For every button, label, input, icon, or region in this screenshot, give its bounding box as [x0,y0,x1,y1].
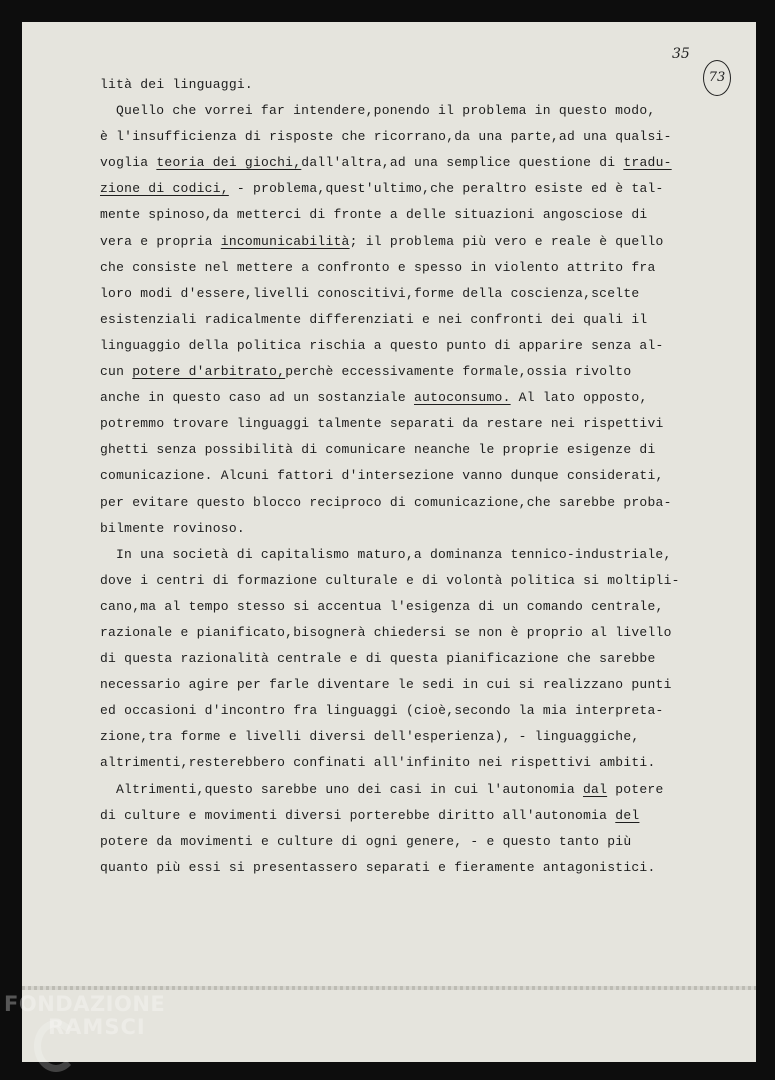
text-run: bilmente rovinoso. [100,520,245,536]
text-run: loro modi d'essere,livelli conoscitivi,forme della coscienza,scelte [100,285,640,301]
text-run: ed occasioni d'incontro fra linguaggi (cioè,secondo la mia interpreta- [100,703,664,719]
text-line [100,516,660,542]
typewritten-body [100,72,680,881]
text-line [100,594,664,620]
page-number: 35 [672,46,690,62]
text-line [100,72,660,98]
text-line [100,307,660,333]
text-run: altrimenti,resterebbero confinati all'infinito nei rispettivi ambiti. [100,755,656,771]
underlined-phrase: autoconsumo. [414,390,511,406]
text-line [100,333,664,359]
text-line [100,672,672,698]
watermark-line-2: RAMSCI [48,1015,146,1039]
text-run: mente spinoso,da metterci di fronte a delle situazioni angosciose di [100,207,648,223]
text-run: Altrimenti,questo sarebbe uno dei casi in cui l'autonomia [116,781,583,797]
text-run: quanto più essi si presentassero separati e fieramente antagonistici. [100,859,656,875]
text-line [100,359,660,385]
text-run: dall'altra,ad una semplice questione di [301,155,624,171]
text-run: linguaggio della politica rischia a questo punto di apparire senza al- [100,337,664,353]
archive-watermark [4,994,165,1038]
underlined-phrase: teoria dei giochi, [156,155,302,171]
text-run: In una società di capitalismo maturo,a dominanza tennico-industriale, [116,546,672,562]
text-run: necessario agire per farle diventare le sedi in cui si realizzano punti [100,677,672,693]
text-line [100,385,660,411]
text-run: di culture e movimenti diversi porterebbe diritto all'autonomia [100,807,616,823]
text-run: voglia [100,155,157,171]
text-line [100,698,664,724]
text-line [100,777,664,803]
underlined-phrase: zione di codici, [100,181,229,197]
archive-number-circled: 73 [703,60,731,96]
text-line [100,202,660,228]
watermark-line-1: FONDAZIONE [4,992,166,1016]
text-run: lità dei linguaggi. [100,77,253,92]
text-run: anche in questo caso ad un sostanziale [100,390,414,406]
underlined-phrase: del [615,807,640,823]
text-line [100,490,672,516]
underlined-phrase: tradu- [623,155,672,171]
text-line [100,229,664,255]
text-line [100,176,664,202]
text-line [100,646,660,672]
underlined-phrase: potere d'arbitrato, [132,364,286,380]
text-run: - problema,quest'ultimo,che peraltro esiste ed è tal- [228,181,664,197]
underlined-phrase: dal [582,781,608,797]
text-line [100,255,660,281]
text-line [100,124,672,150]
gramsci-g-logo-icon [34,1020,78,1072]
text-line [100,829,660,855]
text-run: ; il problema più vero e reale è quello [349,233,664,249]
page-fold-edge [22,986,756,990]
text-run: ghetti senza possibilità di comunicare neanche le proprie esigenze di [100,442,656,458]
text-line [100,437,660,463]
text-line [100,750,660,776]
text-run: dove i centri di formazione culturale e di volontà politica si moltipli- [100,572,680,588]
text-run: potere [607,781,664,797]
text-line [100,150,672,176]
text-run: comunicazione. Alcuni fattori d'intersezione vanno dunque considerati, [100,468,664,484]
text-line [100,568,680,594]
text-run: razionale e pianificato,bisognerà chiedersi se non è proprio al livello [100,624,672,640]
text-line [100,463,664,489]
text-run: è l'insufficienza di risposte che ricorrano,da una parte,ad una qualsi- [100,129,672,145]
text-run: potere da movimenti e culture di ogni genere, - e questo tanto più [100,833,632,849]
underlined-phrase: incomunicabilità [220,233,350,249]
text-run: Quello che vorrei far intendere,ponendo il problema in questo modo, [116,103,656,119]
text-run: zione,tra forme e livelli diversi dell'esperienza), - linguaggiche, [100,729,640,745]
text-run: potremmo trovare linguaggi talmente separati da restare nei rispettivi [100,416,664,432]
text-run: che consiste nel mettere a confronto e spesso in violento attrito fra [100,259,656,275]
text-line [100,542,672,568]
text-run: esistenziali radicalmente differenziati e nei confronti dei quali il [100,311,648,327]
text-run: cun [100,364,133,380]
text-run: perchè eccessivamente formale,ossia rivolto [285,364,632,380]
text-run: cano,ma al tempo stesso si accentua l'esigenza di un comando centrale, [100,598,664,614]
text-run: di questa razionalità centrale e di questa pianificazione che sarebbe [100,651,656,667]
text-line [100,855,660,881]
text-run: Al lato opposto, [510,390,648,406]
text-run: per evitare questo blocco reciproco di comunicazione,che sarebbe proba- [100,494,672,510]
text-line [100,803,660,829]
text-line [100,281,660,307]
text-line [100,411,664,437]
text-line [100,98,660,124]
text-line [100,724,660,750]
text-line [100,620,672,646]
text-run: vera e propria [100,233,221,249]
